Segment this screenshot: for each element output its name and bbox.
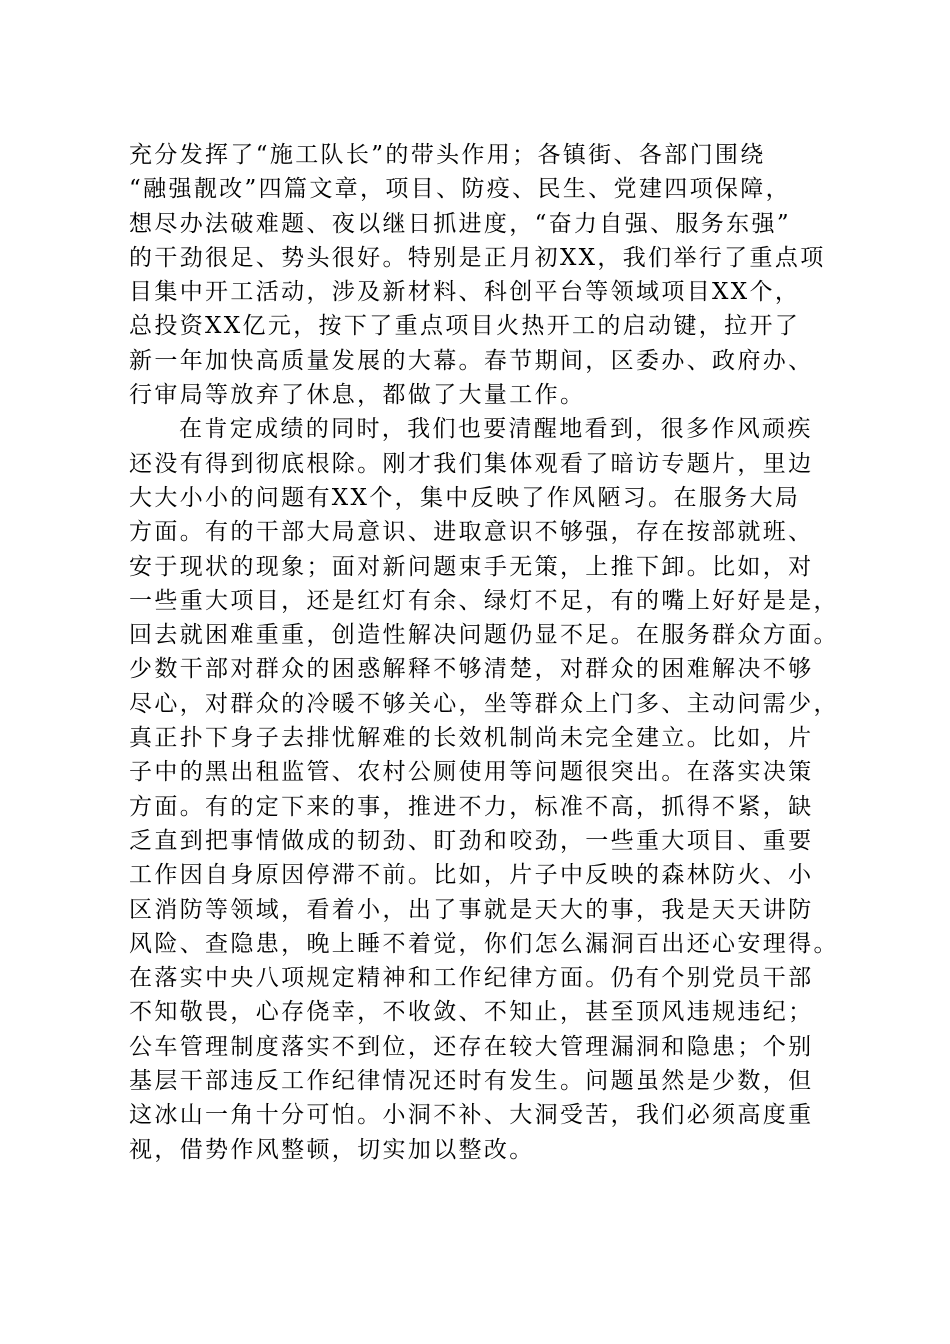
text-line-20: 方面。有的定下来的事，推进不力，标准不高，抓得不紧，缺 (129, 793, 814, 820)
text-line-4: 的干劲很足、势头很好。特别是正月初XX，我们举行了重点项 (129, 244, 826, 271)
text-line-13: 安于现状的现象；面对新问题束手无策，上推下卸。比如，对 (129, 553, 814, 580)
text-line-5: 目集中开工活动，涉及新材料、科创平台等领域项目XX个， (129, 279, 801, 306)
text-line-24: 风险、查隐患，晚上睡不着觉，你们怎么漏洞百出还心安理得。 (129, 930, 839, 957)
text-line-28: 基层干部违反工作纪律情况还时有发生。问题虽然是少数，但 (129, 1068, 814, 1095)
text-line-7: 新一年加快高质量发展的大幕。春节期间，区委办、政府办、 (129, 347, 814, 374)
text-line-17: 尽心，对群众的冷暖不够关心，坐等群众上门多、主动问需少， (129, 690, 839, 717)
text-line-9: 在肯定成绩的同时，我们也要清醒地看到，很多作风顽疾 (179, 416, 813, 443)
text-line-30: 视，借势作风整顿，切实加以整改。 (129, 1136, 535, 1163)
text-line-25: 在落实中央八项规定精神和工作纪律方面。仍有个别党员干部 (129, 965, 814, 992)
text-line-26: 不知敬畏，心存侥幸，不收敛、不知止，甚至顶风违规违纪； (129, 999, 814, 1026)
text-line-21: 乏直到把事情做成的韧劲、盯劲和咬劲，一些重大项目、重要 (129, 827, 814, 854)
text-line-23: 区消防等领域，看着小，出了事就是天大的事，我是天天讲防 (129, 896, 814, 923)
text-line-19: 子中的黑出租监管、农村公厕使用等问题很突出。在落实决策 (129, 759, 814, 786)
text-line-29: 这冰山一角十分可怕。小洞不补、大洞受苦，我们必须高度重 (129, 1102, 814, 1129)
text-line-11: 大大小小的问题有XX个，集中反映了作风陋习。在服务大局 (129, 484, 801, 511)
text-line-18: 真正扑下身子去排忧解难的长效机制尚未完全建立。比如，片 (129, 725, 814, 752)
body-text (129, 138, 849, 1167)
text-line-22: 工作因自身原因停滞不前。比如，片子中反映的森林防火、小 (129, 862, 814, 889)
text-line-15: 回去就困难重重，创造性解决问题仍显不足。在服务群众方面。 (129, 622, 839, 649)
text-line-14: 一些重大项目，还是红灯有余、绿灯不足，有的嘴上好好是是， (129, 587, 839, 614)
text-line-10: 还没有得到彻底根除。刚才我们集体观看了暗访专题片，里边 (129, 450, 814, 477)
text-line-1: 充分发挥了“施工队长”的带头作用；各镇街、各部门围绕 (129, 142, 766, 168)
text-line-2: “融强靓改”四篇文章，项目、防疫、民生、党建四项保障， (129, 176, 791, 203)
text-line-16: 少数干部对群众的困惑解释不够清楚，对群众的困难解决不够 (129, 656, 814, 683)
text-line-12: 方面。有的干部大局意识、进取意识不够强，存在按部就班、 (129, 519, 814, 546)
text-line-8: 行审局等放弃了休息，都做了大量工作。 (129, 382, 586, 409)
text-line-6: 总投资XX亿元，按下了重点项目火热开工的启动键，拉开了 (129, 313, 801, 340)
text-line-27: 公车管理制度落实不到位，还存在较大管理漏洞和隐患；个别 (129, 1033, 814, 1060)
text-line-3: 想尽办法破难题、夜以继日抓进度，“奋力自强、服务东强” (129, 210, 791, 237)
